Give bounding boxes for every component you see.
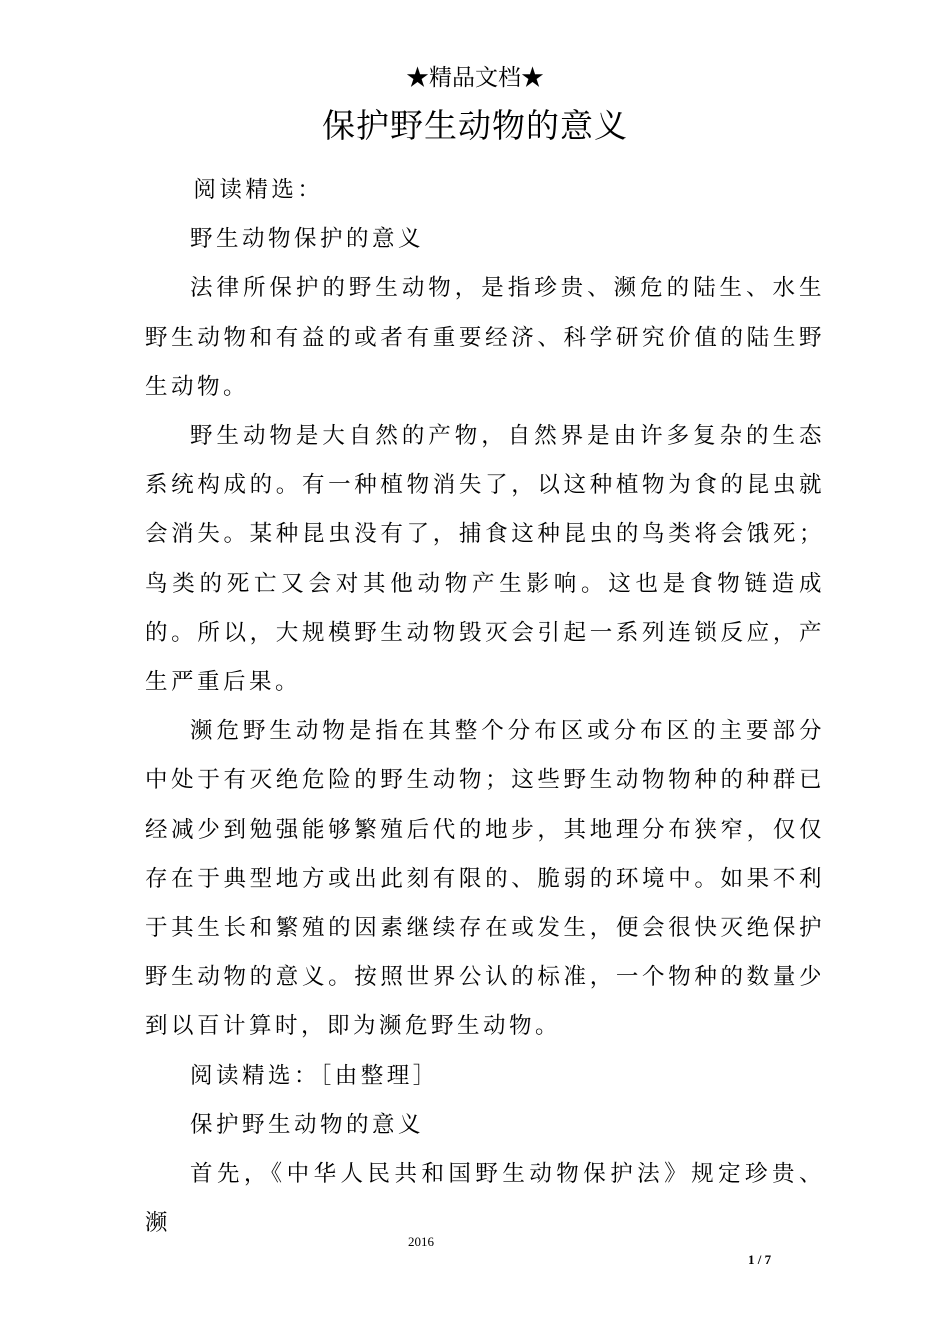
footer-year: 2016 [408, 1234, 434, 1249]
paragraph-subtitle: 野生动物保护的意义 [190, 226, 425, 253]
paragraph-reading-intro: 阅读精选： [193, 177, 324, 203]
paragraph-ecosystem: 野生动物是大自然的产物，自然界是由许多复杂的生态系统构成的。有一种植物消失了，以这种植物为食的昆虫就会消失。某种昆虫没有了，捕食这种昆虫的鸟类将会饿死；鸟类的死亡又会对其他动物产生影响。这也是食物链造成的。所以，大规模野生动物毁灭会引起一系列连锁反应，产生严重后果。 [145, 423, 825, 696]
quality-badge: ★精品文档★ [406, 65, 544, 91]
document-body [145, 166, 825, 1248]
paragraph-endangered: 濒危野生动物是指在其整个分布区或分布区的主要部分中处于有灭绝危险的野生动物；这些野生动物物种的种群已经减少到勉强能够繁殖后代的地步，其地理分布狭窄，仅仅存在于典型地方或出此刻有限的、脆弱的环境中。如果不利于其生长和繁殖的因素继续存在或发生，便会很快灭绝保护野生动物的意义。按照世界公认的标准，一个物种的数量少到以百计算时，即为濒危野生动物。 [145, 718, 825, 1040]
paragraph-definition: 法律所保护的野生动物，是指珍贵、濒危的陆生、水生野生动物和有益的或者有重要经济、科学研究价值的陆生野生动物。 [145, 275, 825, 400]
document-title: 保护野生动物的意义 [322, 106, 628, 145]
paragraph-reading-intro-2: 阅读精选：［由整理］ [190, 1062, 439, 1089]
paragraph-subtitle-2: 保护野生动物的意义 [190, 1111, 425, 1138]
page-number: 1 / 7 [748, 1252, 772, 1267]
paragraph-law: 首先，《中华人民共和国野生动物保护法》规定珍贵、濒 [145, 1161, 825, 1237]
